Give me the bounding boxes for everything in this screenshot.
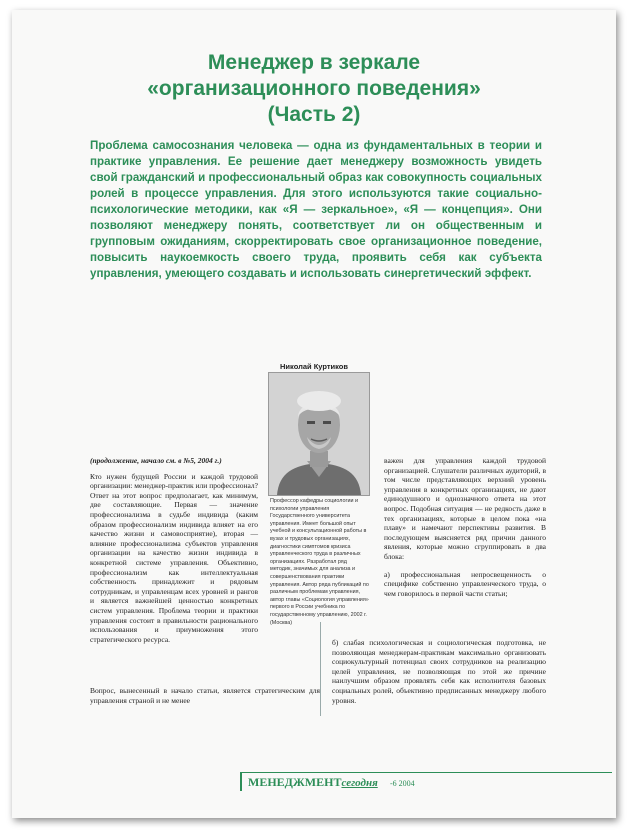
column-left: [90, 456, 258, 652]
author-name: Николай Куртиков: [280, 362, 348, 371]
article-title: [12, 50, 616, 128]
paragraph: Вопрос, вынесенный в начало статьи, является стратегическим для управления страной и не менее: [90, 686, 320, 705]
paragraph: Кто нужен будущей России и каждой трудовой организации: менеджер-практик или профессионал? Ответ на этот вопрос предполагает, как минимум, две составляющие. Первая — значение профессионализма в судьбе индивида (каким образом профессионализм индивида влияет на его качество жизни и самовосприятие), вторая — влияние профессионализма субъектов управления организации на качество жизни индивида в конкретной системе управления. Объективно, профессионализм как интеллектуальная собственность принадлежит и рядовым сотрудникам, и управленцам всех уровней и рангов и является важнейшей ценностью конкретных систем управления. Проблема теории и практики управления состоит в правильности рационального использования и приумножения этого стратегического ресурса.: [90, 471, 258, 644]
magazine-page: [12, 10, 616, 818]
author-bio: Профессор кафедры социологии и психологии управления Государственного университета управления. Имеет большой опыт учебной и консультационной работы в вузах и трудовых организациях, диагностики симптомов кризиса управленческого труда в различных организациях. Разработал ряд методик, значимых для анализа и совершенствования практики управления. Автор ряда публикаций по различным проблемам управления, автор главы «Социология управления» первого в России учебника по государственному управлению, 2002 г. (Москва): [270, 498, 369, 626]
paragraph: важен для управления каждой трудовой организацией. Слушатели различных аудиторий, в том числе представляющих верхний уровень управления в конкретных организациях, не дают единодушного и однозначного ответа на этот вопрос. Подобная ситуация — не редкость даже в тех организациях, которые в целом пока «на плаву» и намечают перспективы развития. В последующем выясняется ряд причин данного явления, которые можно сгруппировать в два блока:: [384, 456, 546, 561]
page-number: -6 2004: [390, 779, 415, 788]
portrait-image: [269, 373, 369, 495]
lead-paragraph: Проблема самосознания человека — одна из фундаментальных в теории и практике управления. Ее решение дает менеджеру возможность увидеть свой гражданский и профессиональный образ как совокупность социальных ролей в процессе управления. Для этого используются такие социально-психологические методики, как «Я — зеркальное», «Я — концепция». Они позволяют менеджеру понять, соответствует ли он общественным и групповым ожиданиям, скорректировать свое организационное поведение, повысить наукоемкость своего труда, проявить себя как субъекта управления, умеющего создавать и использовать синергетический эффект.: [90, 139, 542, 280]
column-divider: [320, 622, 321, 716]
author-photo: [268, 372, 370, 496]
title-line-3: (Часть 2): [267, 103, 361, 126]
title-line-1: Менеджер в зеркале: [207, 51, 421, 74]
column-left-bottom: [90, 686, 320, 713]
continuation-note: (продолжение, начало см. в №5, 2004 г.): [90, 456, 222, 465]
column-right: [384, 456, 546, 606]
page-footer: [240, 772, 612, 791]
title-line-2: «организационного поведения»: [147, 77, 481, 100]
paragraph: а) профессиональная непросвещенность о специфике собственно управленческого труда, о чем говорилось в первой части статьи;: [384, 569, 546, 598]
paragraph: б) слабая психологическая и социологическая подготовка, не позволяющая менеджерам-практикам максимально организовать социокультурный потенциал своих сотрудников на реализацию целей управления, не позволяющая по этой же причине наилучшим образом проявлять себя как исполнителя базовых социальных ролей, объективно предписанных менеджеру любого уровня.: [332, 638, 546, 705]
magazine-brand: МЕНЕДЖМЕНТсегодня: [248, 775, 378, 789]
column-right-bottom: [332, 638, 546, 713]
